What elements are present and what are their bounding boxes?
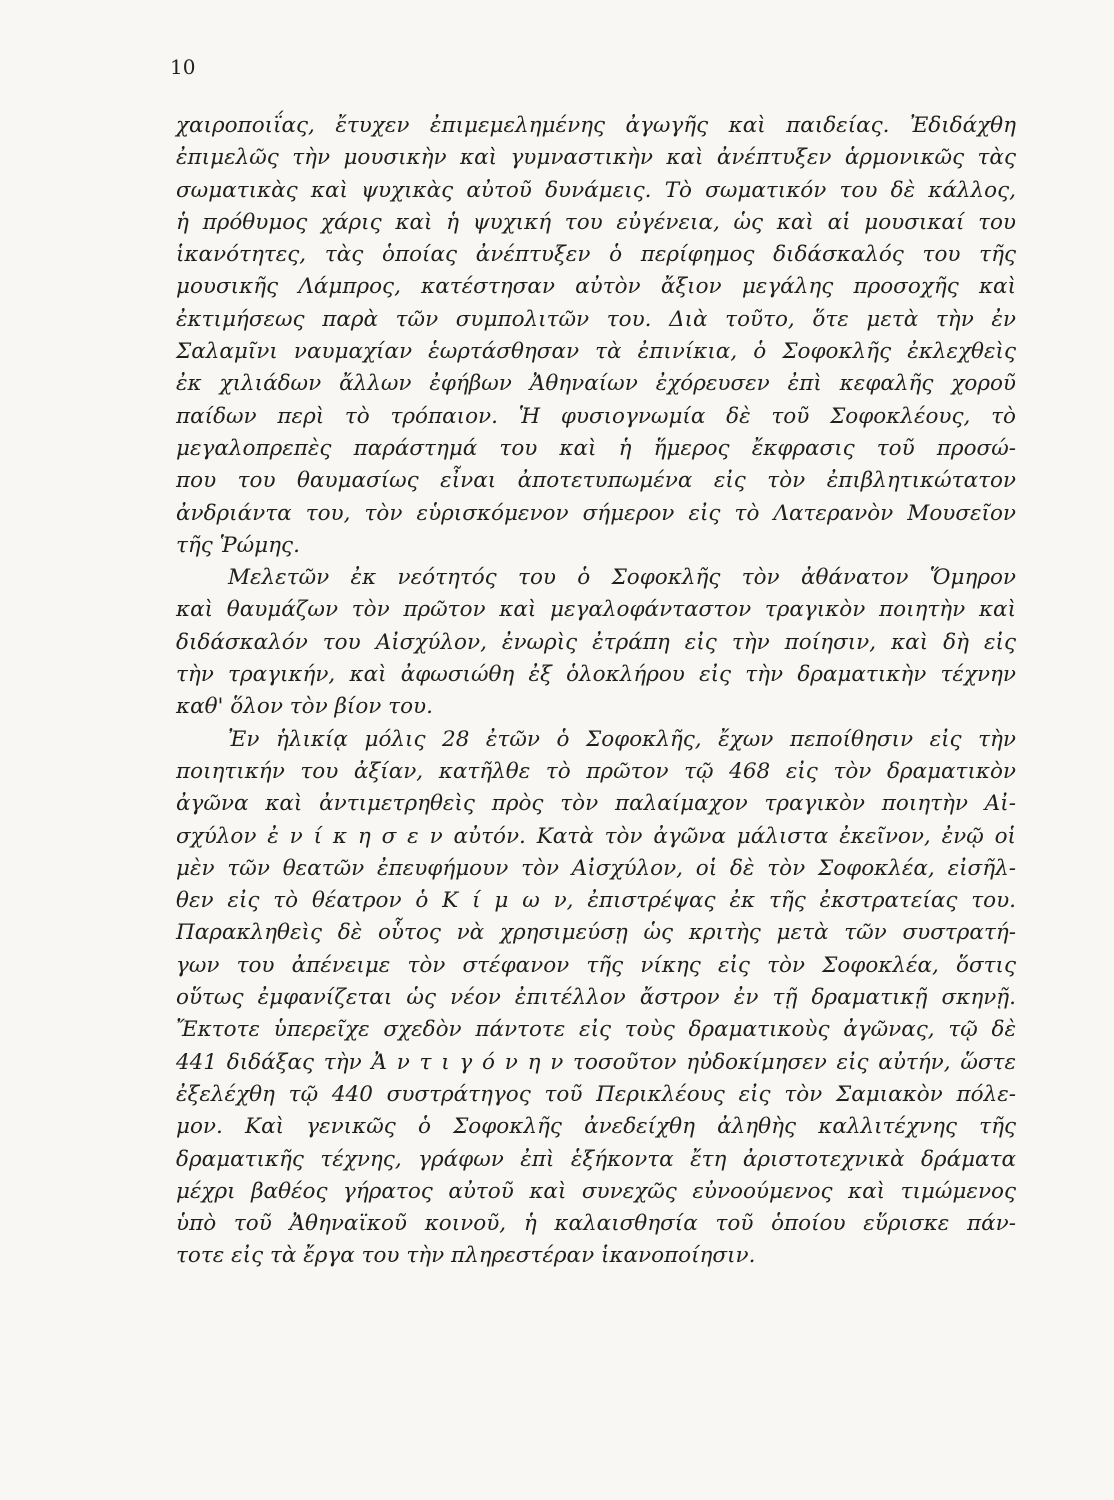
- text-line: ποιητικήν του ἀξίαν, κατῆλθε τὸ πρῶτον τῷ 468 εἰς τὸν δραματικὸν: [176, 758, 1016, 784]
- text-line: καὶ θαυμάζων τὸν πρῶτον καὶ μεγαλοφάνταστον τραγικὸν ποιητὴν καὶ: [176, 597, 1016, 623]
- text-line: ἐξελέχθη τῷ 440 συστράτηγος τοῦ Περικλέους εἰς τὸν Σαμιακὸν πόλε-: [176, 1081, 1016, 1107]
- text-line: τὴν τραγικήν, καὶ ἀφωσιώθη ἐξ ὁλοκλήρου εἰς τὴν δραματικὴν τέχνην: [176, 662, 1016, 688]
- text-line: Παρακληθεὶς δὲ οὗτος νὰ χρησιμεύσῃ ὡς κριτὴς μετὰ τῶν συστρατή-: [176, 920, 1016, 946]
- page-number: 10: [170, 55, 196, 79]
- text-line: δραματικῆς τέχνης, γράφων ἐπὶ ἑξήκοντα ἔτη ἀριστοτεχνικὰ δράματα: [176, 1146, 1016, 1172]
- text-line: ὑπὸ τοῦ Ἀθηναϊκοῦ κοινοῦ, ἡ καλαισθησία τοῦ ὁποίου εὕρισκε πάν-: [176, 1211, 1016, 1237]
- text-line: μον. Καὶ γενικῶς ὁ Σοφοκλῆς ἀνεδείχθη ἀληθὴς καλλιτέχνης τῆς: [176, 1114, 1016, 1140]
- body-text: [176, 110, 1016, 1273]
- text-line: ἱκανότητες, τὰς ὁποίας ἀνέπτυξεν ὁ περίφημος διδάσκαλός του τῆς: [176, 242, 1016, 268]
- text-line: ἐκτιμήσεως παρὰ τῶν συμπολιτῶν του. Διὰ τοῦτο, ὅτε μετὰ τὴν ἐν: [176, 306, 1016, 332]
- text-line: 441 διδάξας τὴν Ἀ ν τ ι γ ό ν η ν τοσοῦτον ηὐδοκίμησεν εἰς αὐτήν, ὥστε: [176, 1049, 1016, 1075]
- text-line: ἀνδριάντα του, τὸν εὑρισκόμενον σήμερον εἰς τὸ Λατερανὸν Μουσεῖον: [176, 500, 1016, 526]
- text-line: σχύλον ἐ ν ί κ η σ ε ν αὐτόν. Κατὰ τὸν ἀγῶνα μάλιστα ἐκεῖνον, ἐνῷ οἱ: [176, 823, 1016, 849]
- text-line: διδάσκαλόν του Αἰσχύλον, ἐνωρὶς ἐτράπη εἰς τὴν ποίησιν, καὶ δὴ εἰς: [176, 629, 1016, 655]
- text-line: Ἔκτοτε ὑπερεῖχε σχεδὸν πάντοτε εἰς τοὺς δραματικοὺς ἀγῶνας, τῷ δὲ: [176, 1017, 1016, 1043]
- text-line: γων του ἀπένειμε τὸν στέφανον τῆς νίκης εἰς τὸν Σοφοκλέα, ὅστις: [176, 952, 1016, 978]
- text-line: ἀγῶνα καὶ ἀντιμετρηθεὶς πρὸς τὸν παλαίμαχον τραγικὸν ποιητὴν Αἰ-: [176, 791, 1016, 817]
- text-line: παίδων περὶ τὸ τρόπαιον. Ἡ φυσιογνωμία δὲ τοῦ Σοφοκλέους, τὸ: [176, 403, 1016, 429]
- text-line: μὲν τῶν θεατῶν ἐπευφήμουν τὸν Αἰσχύλον, οἱ δὲ τὸν Σοφοκλέα, εἰσῆλ-: [176, 855, 1016, 881]
- text-line: ἐπιμελῶς τὴν μουσικὴν καὶ γυμναστικὴν καὶ ἀνέπτυξεν ἁρμονικῶς τὰς: [176, 145, 1016, 171]
- text-line: τοτε εἰς τὰ ἔργα του τὴν πληρεστέραν ἱκανοποίησιν.: [176, 1243, 756, 1269]
- text-line: σωματικὰς καὶ ψυχικὰς αὐτοῦ δυνάμεις. Τὸ σωματικόν του δὲ κάλλος,: [176, 177, 1016, 203]
- text-line: μέχρι βαθέος γήρατος αὐτοῦ καὶ συνεχῶς εὐνοούμενος καὶ τιμώμενος: [176, 1178, 1016, 1204]
- text-line: τῆς Ῥώμης.: [176, 532, 300, 558]
- text-line: Μελετῶν ἐκ νεότητός του ὁ Σοφοκλῆς τὸν ἀθάνατον Ὅμηρον: [228, 565, 1016, 591]
- text-line: χαιροποιΐας, ἔτυχεν ἐπιμεμελημένης ἀγωγῆς καὶ παιδείας. Ἐδιδάχθη: [176, 113, 1016, 138]
- text-line: ἡ πρόθυμος χάρις καὶ ἡ ψυχική του εὐγένεια, ὡς καὶ αἱ μουσικαί του: [176, 209, 1016, 235]
- text-line: μουσικῆς Λάμπρος, κατέστησαν αὐτὸν ἄξιον μεγάλης προσοχῆς καὶ: [176, 274, 1016, 300]
- text-line: οὕτως ἐμφανίζεται ὡς νέον ἐπιτέλλον ἄστρον ἐν τῇ δραματικῇ σκηνῇ.: [176, 985, 1016, 1011]
- text-line: Σαλαμῖνι ναυμαχίαν ἑωρτάσθησαν τὰ ἐπινίκια, ὁ Σοφοκλῆς ἐκλεχθεὶς: [176, 339, 1016, 365]
- text-line: ἐκ χιλιάδων ἄλλων ἐφήβων Ἀθηναίων ἐχόρευσεν ἐπὶ κεφαλῆς χοροῦ: [176, 371, 1016, 397]
- text-line: που του θαυμασίως εἶναι ἀποτετυπωμένα εἰς τὸν ἐπιβλητικώτατον: [176, 468, 1016, 494]
- text-line: καθ' ὅλον τὸν βίον του.: [176, 694, 433, 720]
- text-line: θεν εἰς τὸ θέατρον ὁ Κ ί μ ω ν, ἐπιστρέψας ἐκ τῆς ἐκστρατείας του.: [176, 888, 1016, 914]
- text-line: μεγαλοπρεπὲς παράστημά του καὶ ἡ ἥμερος ἔκφρασις τοῦ προσώ-: [176, 435, 1016, 461]
- text-line: Ἐν ἡλικίᾳ μόλις 28 ἐτῶν ὁ Σοφοκλῆς, ἔχων πεποίθησιν εἰς τὴν: [228, 726, 1016, 752]
